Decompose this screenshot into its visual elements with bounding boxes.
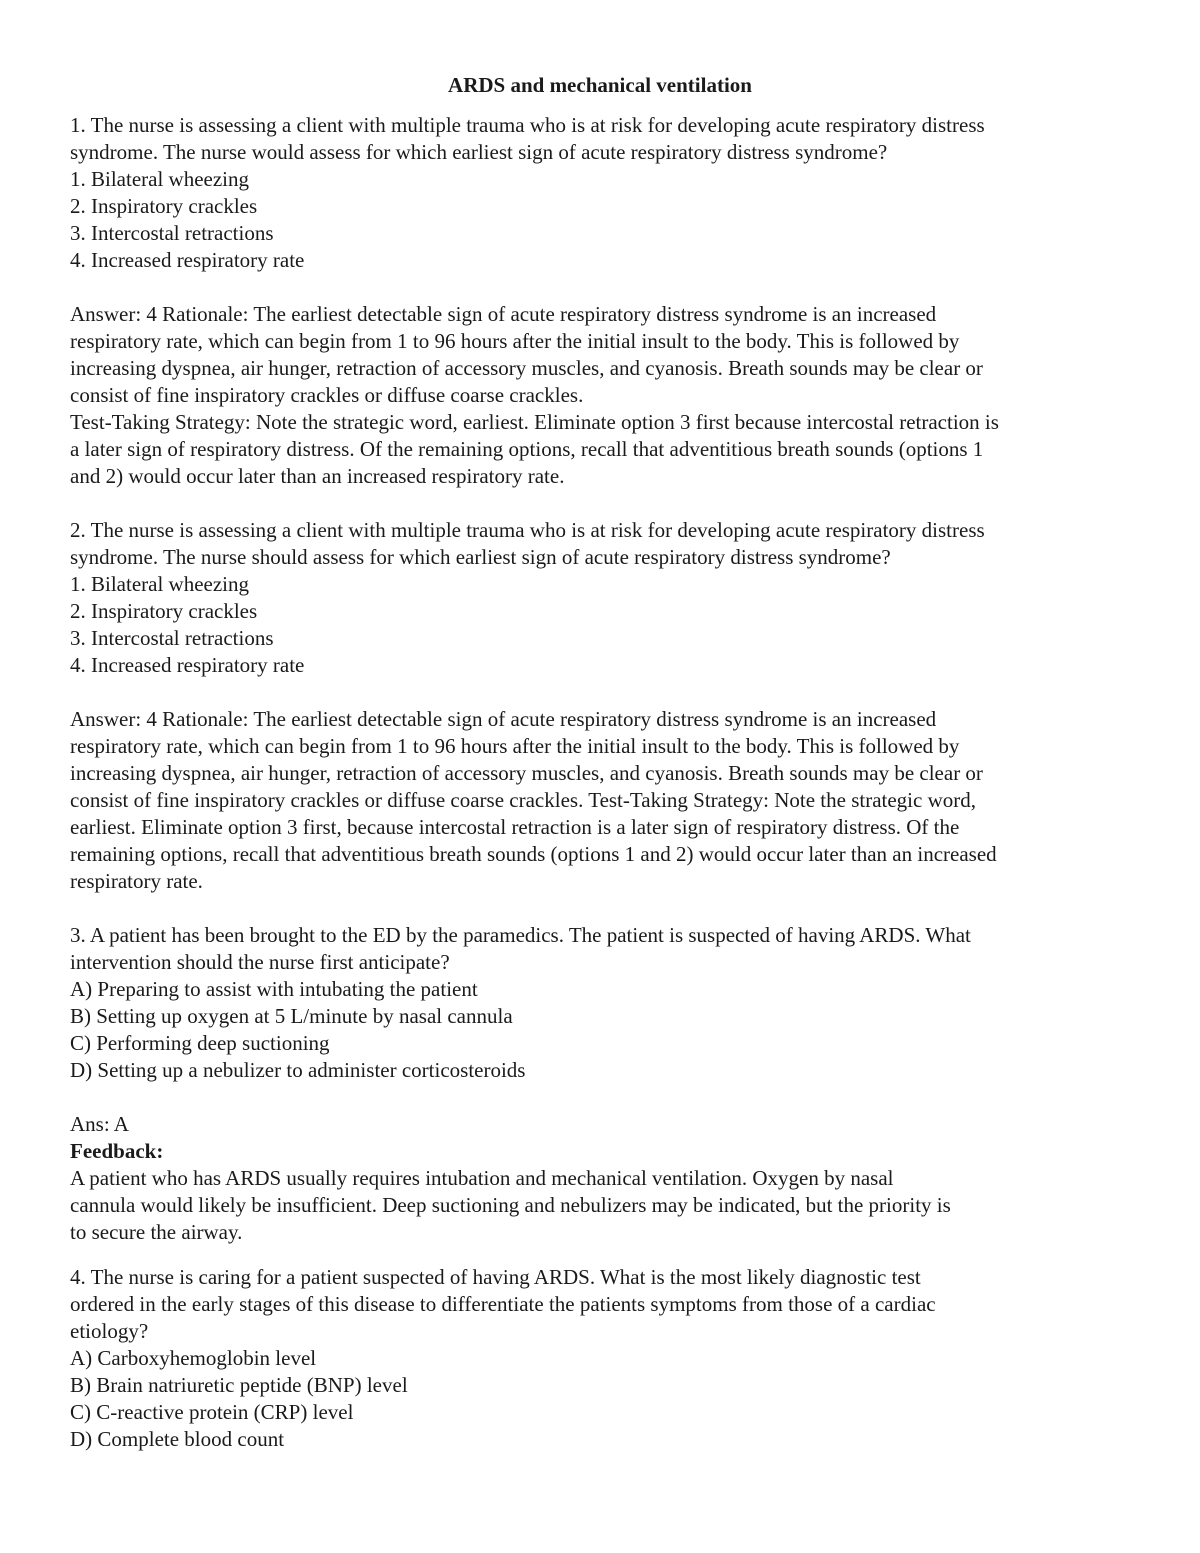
document-page [70, 72, 1130, 1453]
answer-option: 4. Increased respiratory rate [70, 248, 305, 272]
question-text-line: 4. The nurse is caring for a patient suspected of having ARDS. What is the most likely diagnostic test [70, 1265, 921, 1289]
question-text-line: ordered in the early stages of this disease to differentiate the patients symptoms from those of a cardiac [70, 1292, 936, 1316]
answer-option: 1. Bilateral wheezing [70, 167, 250, 191]
answer-option: 3. Intercostal retractions [70, 221, 274, 245]
question-text-line: 3. A patient has been brought to the ED by the paramedics. The patient is suspected of having ARDS. What [70, 923, 971, 947]
answer-key: Ans: A [70, 1112, 129, 1136]
strategy-line: a later sign of respiratory distress. Of the remaining options, recall that adventitious breath sounds (options 1 [70, 437, 984, 461]
rationale-line: increasing dyspnea, air hunger, retraction of accessory muscles, and cyanosis. Breath sounds may be clear or [70, 356, 983, 380]
answer-3 [70, 1111, 1130, 1246]
answer-option: 4. Increased respiratory rate [70, 653, 305, 677]
spacer [70, 1084, 1130, 1111]
question-4 [70, 1264, 1130, 1453]
question-1 [70, 112, 1130, 274]
strategy-line: respiratory rate. [70, 869, 203, 893]
feedback-line: to secure the airway. [70, 1220, 243, 1244]
answer-2 [70, 706, 1130, 895]
strategy-line: and 2) would occur later than an increased respiratory rate. [70, 464, 565, 488]
answer-option: 2. Inspiratory crackles [70, 194, 258, 218]
answer-option: C) C-reactive protein (CRP) level [70, 1400, 354, 1424]
rationale-line: consist of fine inspiratory crackles or diffuse coarse crackles. [70, 383, 584, 407]
question-text-line: etiology? [70, 1319, 149, 1343]
question-text-line: 2. The nurse is assessing a client with multiple trauma who is at risk for developing acute respiratory distress [70, 518, 985, 542]
answer-option: A) Carboxyhemoglobin level [70, 1346, 317, 1370]
rationale-line: Answer: 4 Rationale: The earliest detectable sign of acute respiratory distress syndrome is an increased [70, 302, 937, 326]
answer-option: D) Complete blood count [70, 1427, 285, 1451]
rationale-line: Answer: 4 Rationale: The earliest detectable sign of acute respiratory distress syndrome is an increased [70, 707, 937, 731]
answer-option: B) Brain natriuretic peptide (BNP) level [70, 1373, 408, 1397]
feedback-line: cannula would likely be insufficient. Deep suctioning and nebulizers may be indicated, but the priority is [70, 1193, 951, 1217]
answer-1 [70, 301, 1130, 490]
answer-option: B) Setting up oxygen at 5 L/minute by nasal cannula [70, 1004, 513, 1028]
strategy-line: Test-Taking Strategy: Note the strategic word, earliest. Eliminate option 3 first because intercostal retraction is [70, 410, 999, 434]
strategy-line: earliest. Eliminate option 3 first, because intercostal retraction is a later sign of respiratory distress. Of the [70, 815, 960, 839]
rationale-line: consist of fine inspiratory crackles or diffuse coarse crackles. Test-Taking Strategy: Note the strategic word, [70, 788, 976, 812]
question-3 [70, 922, 1130, 1084]
rationale-line: respiratory rate, which can begin from 1 to 96 hours after the initial insult to the body. This is followed by [70, 329, 960, 353]
rationale-line: increasing dyspnea, air hunger, retraction of accessory muscles, and cyanosis. Breath sounds may be clear or [70, 761, 983, 785]
answer-option: 1. Bilateral wheezing [70, 572, 250, 596]
answer-option: 3. Intercostal retractions [70, 626, 274, 650]
question-text-line: intervention should the nurse first anticipate? [70, 950, 450, 974]
question-text-line: syndrome. The nurse would assess for which earliest sign of acute respiratory distress syndrome? [70, 140, 888, 164]
strategy-line: remaining options, recall that adventitious breath sounds (options 1 and 2) would occur later than an increased [70, 842, 997, 866]
document-title: ARDS and mechanical ventilation [448, 73, 752, 97]
spacer [70, 1246, 1130, 1264]
feedback-line: A patient who has ARDS usually requires intubation and mechanical ventilation. Oxygen by nasal [70, 1166, 894, 1190]
spacer [70, 895, 1130, 922]
question-text-line: 1. The nurse is assessing a client with multiple trauma who is at risk for developing acute respiratory distress [70, 113, 985, 137]
question-2 [70, 517, 1130, 679]
question-text-line: syndrome. The nurse should assess for which earliest sign of acute respiratory distress syndrome? [70, 545, 891, 569]
spacer [70, 679, 1130, 706]
answer-option: A) Preparing to assist with intubating the patient [70, 977, 478, 1001]
spacer [70, 490, 1130, 517]
spacer [70, 274, 1130, 301]
feedback-label: Feedback: [70, 1139, 164, 1163]
answer-option: 2. Inspiratory crackles [70, 599, 258, 623]
answer-option: D) Setting up a nebulizer to administer corticosteroids [70, 1058, 526, 1082]
answer-option: C) Performing deep suctioning [70, 1031, 330, 1055]
rationale-line: respiratory rate, which can begin from 1 to 96 hours after the initial insult to the body. This is followed by [70, 734, 960, 758]
